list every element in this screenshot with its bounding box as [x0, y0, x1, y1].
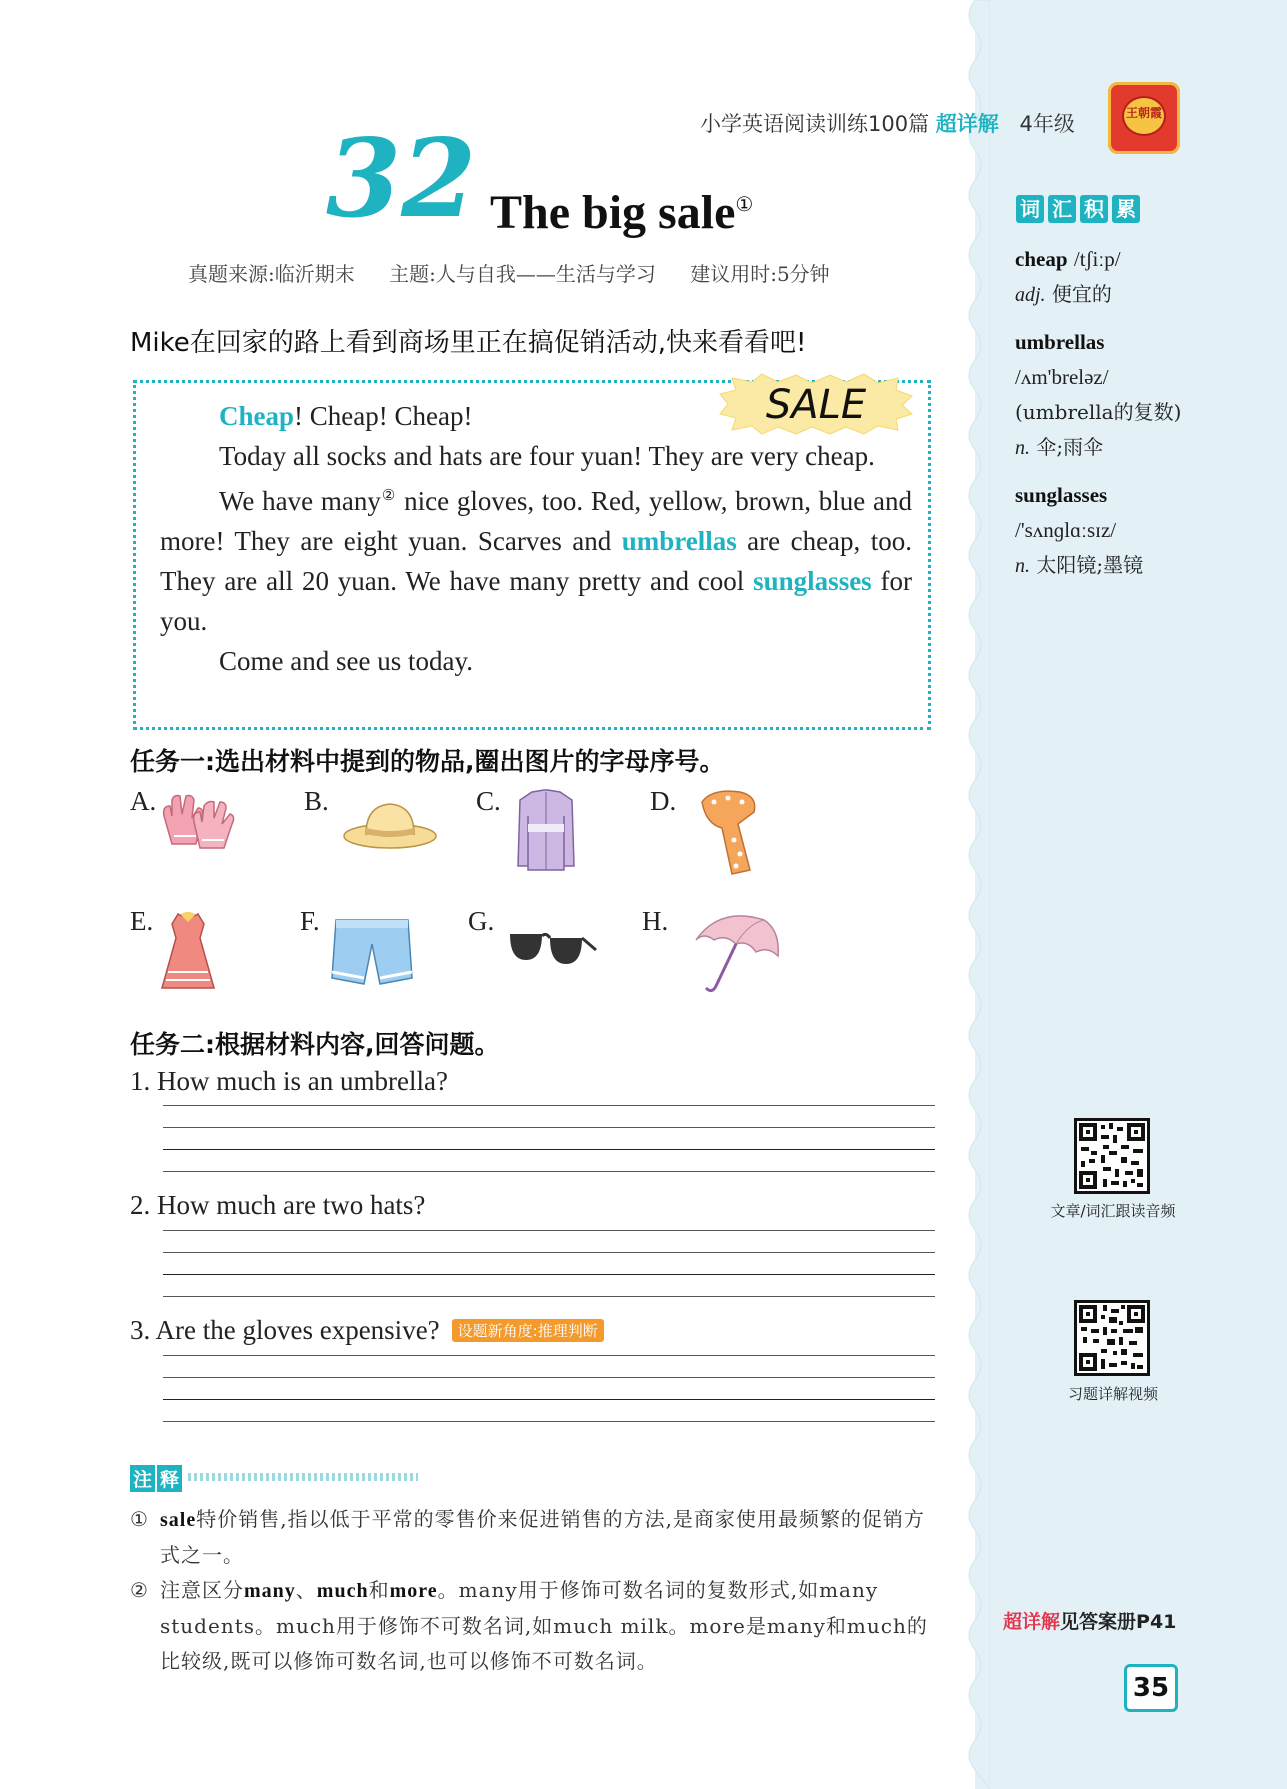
- option-b-label[interactable]: B.: [304, 786, 329, 816]
- highlight-umbrellas: umbrellas: [621, 526, 737, 556]
- meta-time: 建议用时:5分钟: [690, 262, 830, 286]
- note-2-sep1: 、: [295, 1578, 317, 1602]
- book-header: [700, 108, 1075, 138]
- question-3: [130, 1315, 604, 1346]
- vocab-word: cheap: [1015, 247, 1068, 271]
- vocab-meaning: 便宜的: [1051, 282, 1112, 306]
- vocab-entry: [1015, 242, 1275, 313]
- option-c-label[interactable]: C.: [476, 786, 501, 816]
- logo-text: 王朝霞: [1125, 106, 1162, 120]
- answer-lines-2[interactable]: [163, 1230, 935, 1318]
- publisher-logo: [1108, 82, 1180, 154]
- question-3-text: 3. Are the gloves expensive?: [130, 1315, 440, 1345]
- lesson-meta: [188, 258, 858, 287]
- passage-p3-b: nice gloves, too. Red, yellow, brown, blue and more! They are eight yuan. Scarves and: [160, 486, 912, 556]
- vocab-list: [1015, 242, 1275, 596]
- vocab-plural: (umbrella的复数): [1015, 400, 1182, 424]
- note-2-text: 。many用于修饰可数名词的复数形式,如many students。much用于修饰不可数名词,如much milk。more是many和much的比较级,既可以修饰可数名词,也可以修饰不可数名词。: [160, 1578, 928, 1673]
- lesson-title: [490, 185, 753, 240]
- page-number: 35: [1124, 1664, 1178, 1712]
- note-1: [130, 1502, 936, 1573]
- passage-p3-d: for you.: [160, 566, 913, 636]
- vocab-pos: adj.: [1015, 284, 1046, 306]
- option-d-label[interactable]: D.: [650, 786, 677, 816]
- vocab-header: [1016, 195, 1144, 223]
- vocab-pos: n.: [1015, 437, 1030, 459]
- lesson-title-text: The big sale: [490, 186, 736, 239]
- notes-header-char-2: 释: [157, 1465, 182, 1492]
- passage-p2: Today all socks and hats are four yuan! They are very cheap.: [219, 441, 875, 471]
- shirt-icon[interactable]: [514, 786, 578, 872]
- answer-lines-3[interactable]: [163, 1355, 935, 1443]
- answer-ref-highlight: 超详解: [1003, 1611, 1061, 1633]
- scarf-icon[interactable]: [692, 784, 768, 880]
- answer-ref-page: P41: [1136, 1611, 1177, 1633]
- answer-lines-1[interactable]: [163, 1105, 935, 1193]
- sunglasses-icon[interactable]: [504, 924, 598, 972]
- passage-text: [160, 396, 912, 681]
- highlight-cheap: Cheap: [219, 401, 295, 431]
- note-2: [130, 1573, 936, 1679]
- umbrella-icon[interactable]: [690, 910, 784, 1000]
- question-tag: 设题新角度:推理判断: [452, 1319, 604, 1342]
- note-1-text: 特价销售,指以低于平常的零售价来促进销售的方法,是商家使用最频繁的促销方式之一。: [160, 1507, 925, 1567]
- lesson-number: 32: [326, 116, 477, 242]
- option-e-label[interactable]: E.: [130, 906, 154, 936]
- highlight-sunglasses: sunglasses: [753, 566, 872, 596]
- option-a-label[interactable]: A.: [130, 786, 157, 816]
- grade-label: 4年级: [1019, 112, 1075, 136]
- note-1-mark: ①: [130, 1507, 149, 1531]
- vocab-meaning: 伞;雨伞: [1036, 435, 1104, 459]
- note-2-pre: 注意区分: [160, 1578, 244, 1602]
- vocab-header-char-3: 积: [1080, 195, 1108, 223]
- answer-reference: [1003, 1607, 1176, 1634]
- notes-divider: [188, 1473, 418, 1481]
- vocab-pos: n.: [1015, 555, 1030, 577]
- passage-p3-c: are cheap, too. They are all 20 yuan. We have many pretty and cool: [160, 526, 912, 596]
- meta-source: 真题来源:临沂期末: [188, 262, 355, 286]
- vocab-word: umbrellas: [1015, 330, 1105, 354]
- note-1-word: sale: [160, 1509, 197, 1531]
- vocab-header-char-2: 汇: [1048, 195, 1076, 223]
- passage-p4: Come and see us today.: [219, 646, 473, 676]
- qr-code-video[interactable]: [1074, 1300, 1150, 1376]
- qr-video-caption: 习题详解视频: [1067, 1385, 1158, 1403]
- task2-title: 任务二:根据材料内容,回答问题。: [130, 1030, 500, 1059]
- answer-ref-text: 见答案册: [1060, 1611, 1137, 1633]
- vocab-phonetic: /'sʌnɡlɑːsɪz/: [1015, 518, 1117, 542]
- question-1: 1. How much is an umbrella?: [130, 1066, 448, 1096]
- footnote-mark-2: ②: [380, 488, 397, 504]
- passage-p1: [160, 396, 912, 436]
- note-2-word-many: many: [244, 1580, 296, 1602]
- passage-p1-rest: ! Cheap! Cheap!: [294, 401, 473, 431]
- option-h-label[interactable]: H.: [642, 906, 669, 936]
- qr-code-audio[interactable]: [1074, 1118, 1150, 1194]
- shorts-icon[interactable]: [330, 914, 414, 988]
- passage-p3: [160, 476, 912, 641]
- vocab-meaning: 太阳镜;墨镜: [1036, 553, 1144, 577]
- notes-header-char-1: 注: [130, 1465, 155, 1492]
- hat-icon[interactable]: [340, 796, 440, 852]
- vocab-word: sunglasses: [1015, 483, 1108, 507]
- passage-p3-a: We have many: [219, 486, 381, 516]
- question-2: 2. How much are two hats?: [130, 1190, 426, 1220]
- notes-header: [130, 1465, 418, 1491]
- vocab-header-char-1: 词: [1016, 195, 1044, 223]
- wavy-edge: [960, 0, 990, 1789]
- lesson-intro: Mike在回家的路上看到商场里正在搞促销活动,快来看看吧!: [130, 328, 807, 358]
- gloves-icon[interactable]: [158, 786, 238, 862]
- vocab-entry: [1015, 325, 1275, 466]
- option-f-label[interactable]: F.: [300, 906, 320, 936]
- vocab-header-char-4: 累: [1112, 195, 1140, 223]
- vocab-phonetic: /ʌm'breləz/: [1015, 365, 1109, 389]
- notes-body: [130, 1502, 936, 1679]
- series-title: 小学英语阅读训练100篇: [700, 112, 930, 136]
- note-2-sep2: 和: [368, 1578, 390, 1602]
- dress-icon[interactable]: [156, 908, 220, 994]
- meta-theme: 主题:人与自我——生活与学习: [389, 262, 656, 286]
- sale-text: SALE: [765, 382, 867, 428]
- note-2-mark: ②: [130, 1578, 149, 1602]
- edition-label: 超详解: [935, 112, 999, 136]
- qr-audio-caption: 文章/词汇跟读音频: [1050, 1202, 1176, 1220]
- note-2-word-more: more: [389, 1580, 438, 1602]
- vocab-phonetic: /tʃiːp/: [1073, 247, 1121, 271]
- title-footnote-mark: ①: [735, 194, 754, 216]
- option-g-label[interactable]: G.: [468, 906, 495, 936]
- note-2-word-much: much: [316, 1580, 369, 1602]
- vocab-entry: [1015, 478, 1275, 584]
- task1-title: 任务一:选出材料中提到的物品,圈出图片的字母序号。: [130, 747, 725, 776]
